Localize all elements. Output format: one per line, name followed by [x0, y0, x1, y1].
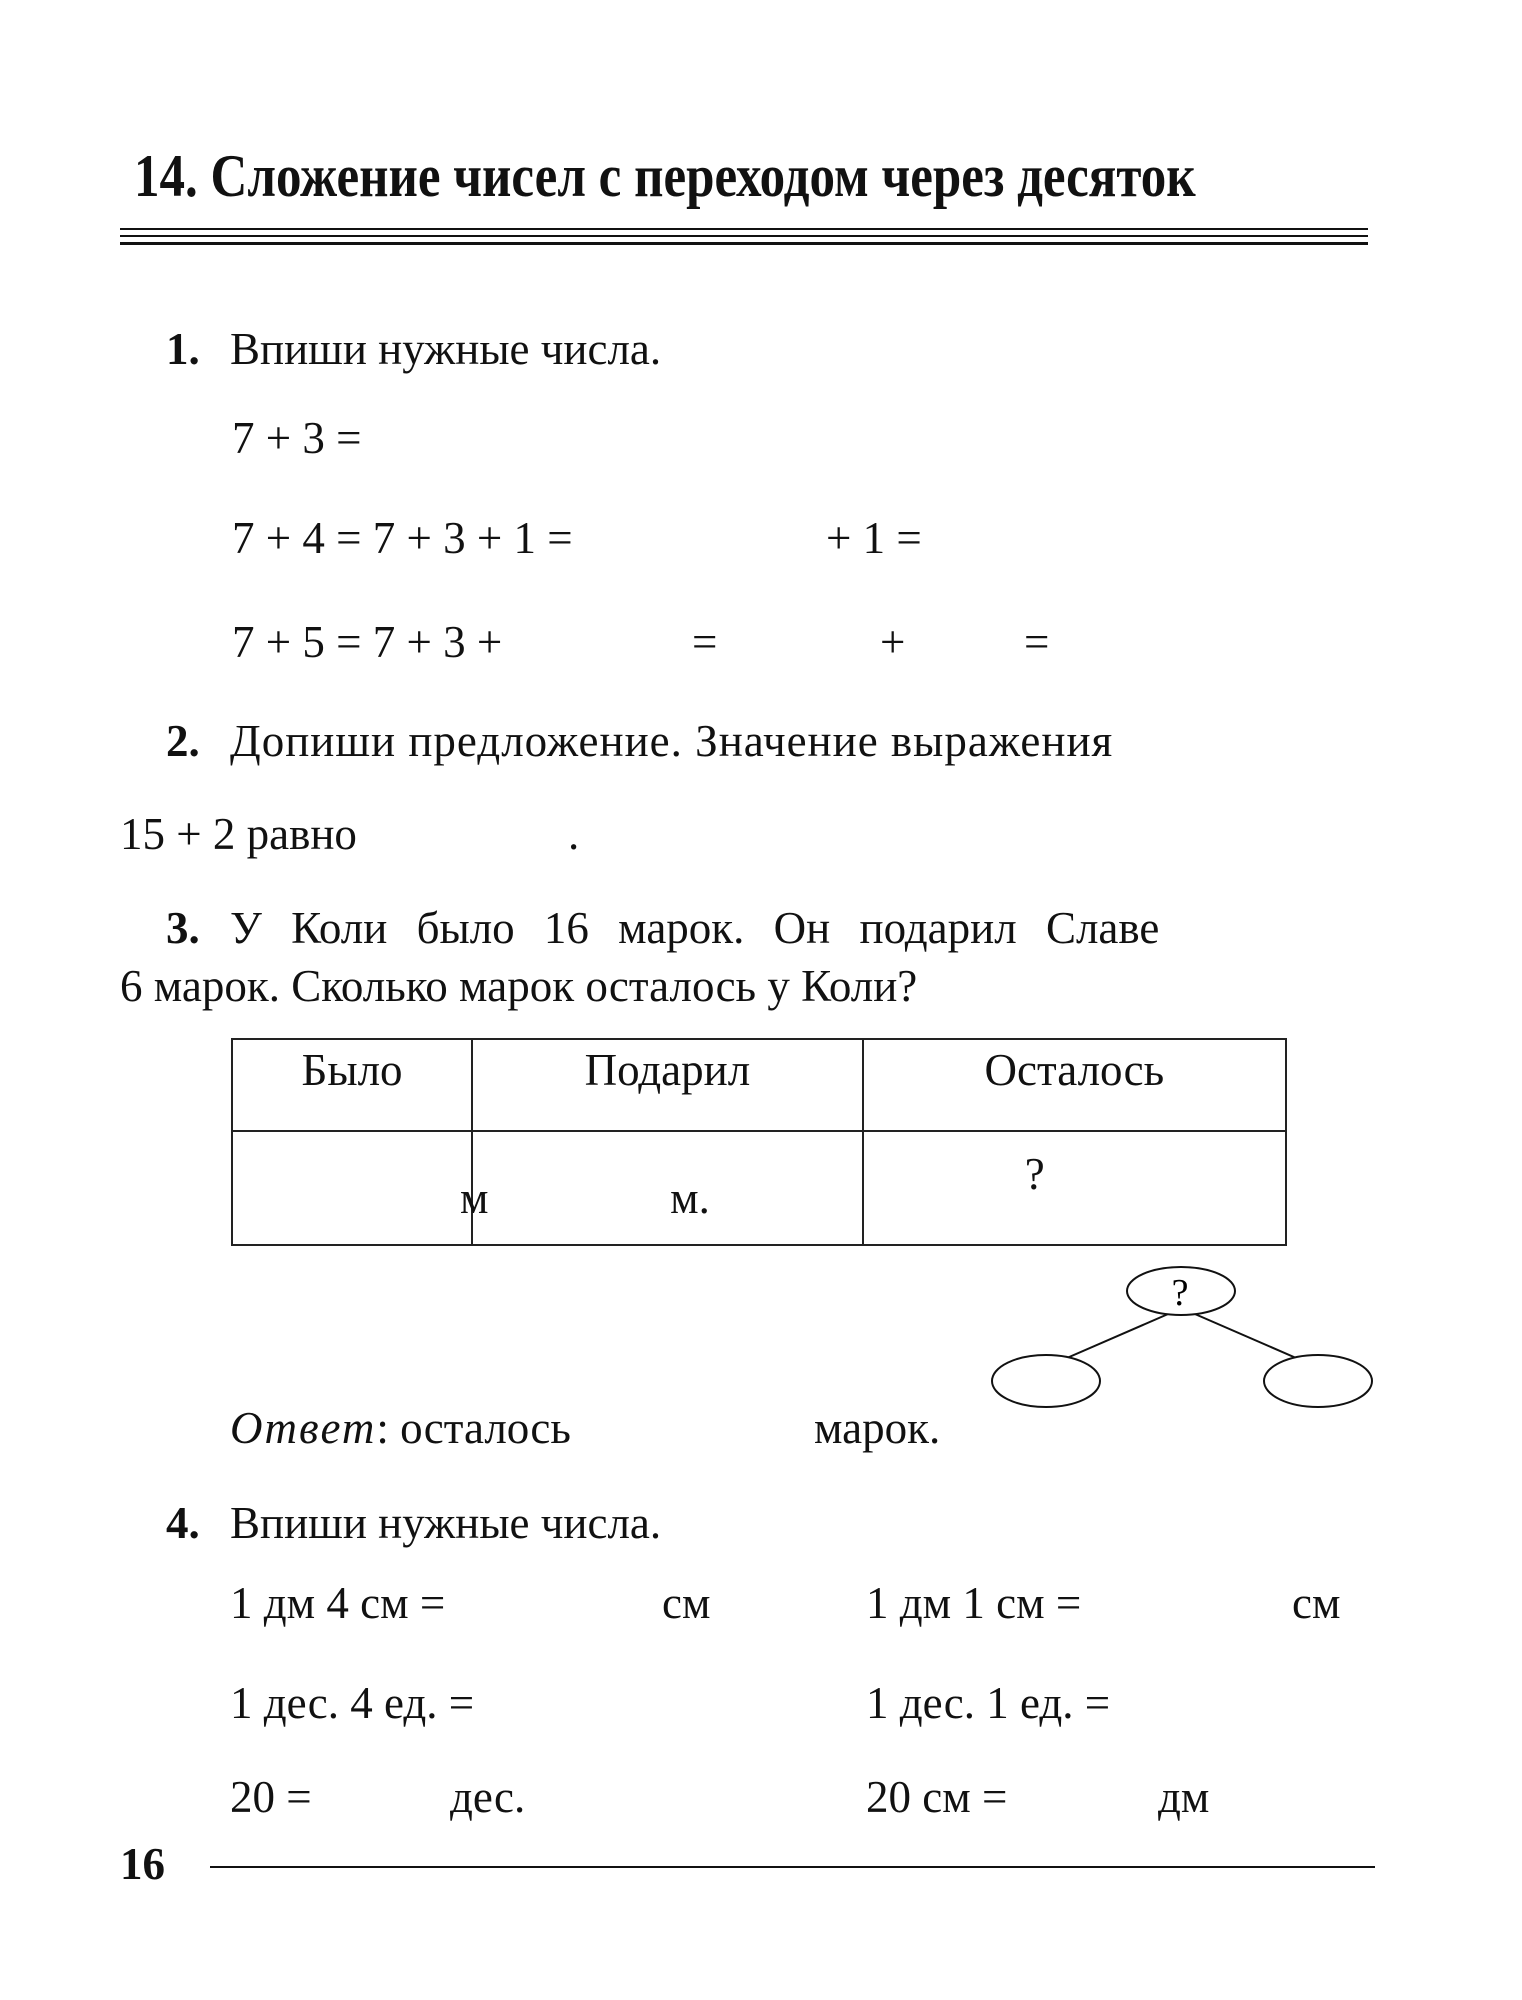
task3-text-line2: 6 марок. Сколько марок осталось у Коли? — [120, 961, 918, 1011]
task4-row1-left-unit: см — [662, 1578, 711, 1628]
task1-line3-plus: + — [880, 617, 906, 667]
task4-row3-left-unit: дес. — [450, 1772, 526, 1822]
task3-table — [231, 1038, 1287, 1246]
scheme-left-branch — [1060, 1311, 1175, 1361]
answer-end: марок. — [814, 1403, 941, 1453]
table-cell-gave[interactable] — [472, 1131, 863, 1245]
task1-number: 1. — [166, 324, 200, 374]
scheme-left-oval[interactable] — [992, 1355, 1100, 1407]
answer-line — [230, 1402, 571, 1454]
task2-line2: 15 + 2 равно — [120, 809, 357, 859]
task1-line3-equals2: = — [1024, 617, 1050, 667]
question-mark: ? — [1024, 1149, 1045, 1199]
table-header-cell: Подарил — [472, 1039, 863, 1131]
scheme-right-branch — [1188, 1311, 1303, 1361]
task4-row1-left: 1 дм 4 см = — [230, 1578, 446, 1628]
footer-rule — [210, 1866, 1375, 1868]
task1-line2-left: 7 + 4 = 7 + 3 + 1 = — [232, 513, 573, 563]
task4-row2-left: 1 дес. 4 ед. = — [230, 1678, 475, 1728]
unit-label: м. — [670, 1173, 710, 1223]
table-cell-left[interactable] — [863, 1131, 1286, 1245]
title-rule-top — [120, 228, 1368, 230]
answer-label: Ответ — [230, 1403, 377, 1453]
page-title: 14. Сложение чисел с переходом через десяток — [134, 143, 1196, 209]
answer-colon: : — [376, 1403, 389, 1453]
task2-text: Допиши предложение. Значение выражения — [230, 716, 1114, 766]
unit-label: м — [460, 1173, 489, 1223]
page-number: 16 — [120, 1839, 165, 1889]
task4-row3-right-unit: дм — [1158, 1772, 1210, 1822]
task1-line2-right: + 1 = — [826, 513, 922, 563]
part-whole-scheme — [990, 1265, 1374, 1417]
table-row — [232, 1131, 1286, 1245]
title-rule-bottom — [120, 242, 1368, 245]
task4-row3-right: 20 см = — [866, 1772, 1008, 1822]
scheme-right-oval[interactable] — [1264, 1355, 1372, 1407]
table-header-cell: Осталось — [863, 1039, 1286, 1131]
task4-row1-right: 1 дм 1 см = — [866, 1578, 1082, 1628]
task1-line3-equals1: = — [692, 617, 718, 667]
table-header-cell: Было — [232, 1039, 472, 1131]
title-rule-middle — [120, 235, 1368, 237]
task4-row2-right: 1 дес. 1 ед. = — [866, 1678, 1111, 1728]
task4-row1-right-unit: см — [1292, 1578, 1341, 1628]
task1-line3-left: 7 + 5 = 7 + 3 + — [232, 617, 503, 667]
task3-text-line1: У Коли было 16 марок. Он подарил Славе — [230, 903, 1160, 953]
scheme-question: ? — [1171, 1272, 1189, 1314]
task1-line1: 7 + 3 = — [232, 413, 362, 463]
answer-text: осталось — [400, 1403, 571, 1453]
task4-row3-left: 20 = — [230, 1772, 312, 1822]
table-header-row — [232, 1039, 1286, 1131]
task2-number: 2. — [166, 716, 200, 766]
task1-instruction: Впиши нужные числа. — [230, 324, 662, 374]
table-cell-was[interactable] — [232, 1131, 489, 1245]
task3-number: 3. — [166, 903, 200, 953]
task2-period: . — [568, 809, 580, 859]
task4-instruction: Впиши нужные числа. — [230, 1498, 662, 1548]
task4-number: 4. — [166, 1498, 200, 1548]
